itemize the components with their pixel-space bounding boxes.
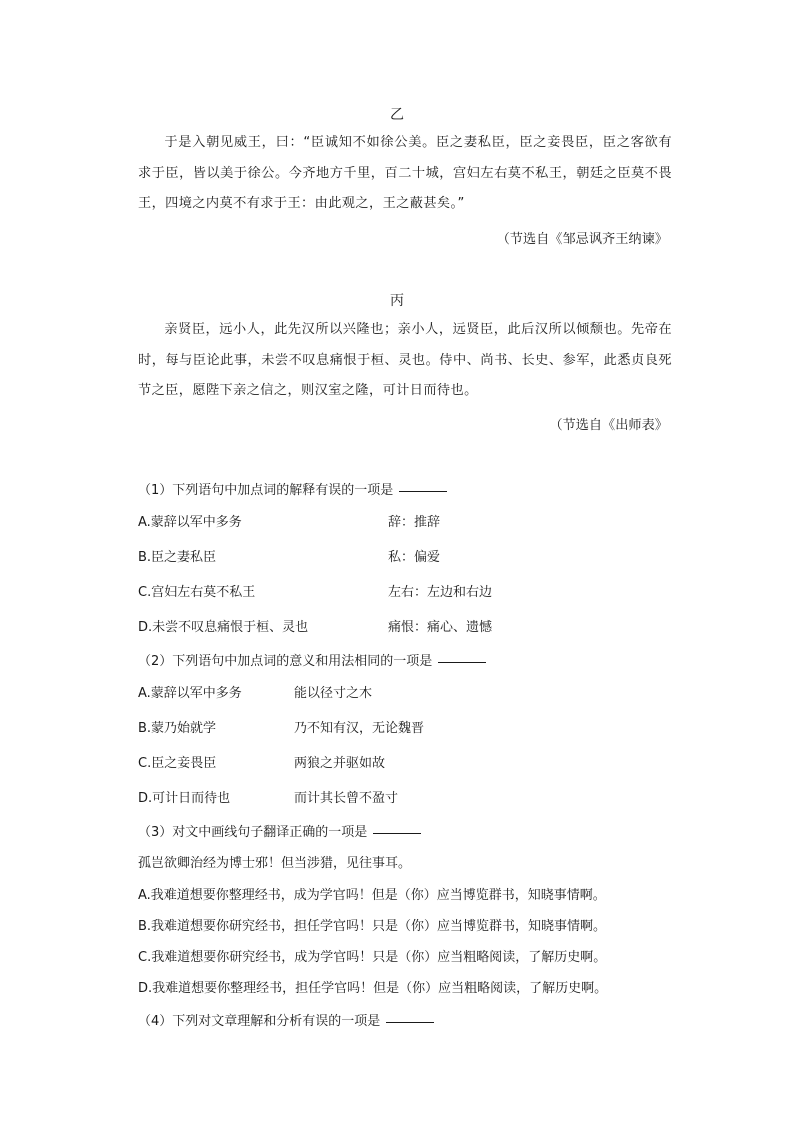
- q1-answer-blank[interactable]: [399, 490, 447, 492]
- q2-option-a-gloss: 能以径寸之木: [294, 686, 373, 701]
- q1-option-d: D.未尝不叹息痛恨于桓、灵也: [138, 620, 309, 635]
- q2-stem-text: （2）下列语句中加点词的意义和用法相同的一项是: [138, 654, 433, 669]
- q4-stem-text: （4）下列对文章理解和分析有误的一项是: [138, 1014, 381, 1029]
- q2-option-d: D.可计日而待也: [138, 791, 231, 806]
- passage-yi-source: （节选自《邹忌讽齐王纳谏》: [496, 232, 668, 247]
- q4-stem: [138, 1010, 434, 1029]
- q3-option-a: A.我难道想要你整理经书，成为学官吗！但是（你）应当博览群书，知晓事情啊。: [138, 888, 606, 903]
- q2-option-d-gloss: 而计其长曾不盈寸: [294, 791, 399, 806]
- q1-stem-text: （1）下列语句中加点词的解释有误的一项是: [138, 483, 394, 498]
- q3-option-c: C.我难道想要你研究经书，成为学官吗！只是（你）应当粗略阅读，了解历史啊。: [138, 950, 607, 965]
- q3-stem: [138, 821, 421, 840]
- q3-option-b: B.我难道想要你研究经书，担任学官吗！只是（你）应当博览群书，知晓事情啊。: [138, 919, 607, 934]
- passage-yi-heading: 乙: [390, 107, 404, 123]
- q2-stem: [138, 650, 486, 669]
- q1-option-c: C.宫妇左右莫不私王: [138, 585, 256, 600]
- q3-option-d: D.我难道想要你整理经书，担任学官吗！但是（你）应当粗略阅读，了解历史啊。: [138, 981, 608, 996]
- passage-bing-source: （节选自《出师表》: [549, 418, 668, 433]
- passage-yi-text: 于是入朝见威王，曰：“臣诚知不如徐公美。臣之妻私臣，臣之妾畏臣，臣之客欲有求于臣，皆以美于徐公。今齐地方千里，百二十城，宫妇左右莫不私王，朝廷之臣莫不畏王，四境之内莫不有求于王：由此观之，王之蔽甚矣。”: [138, 135, 672, 211]
- q1-option-b: B.臣之妻私臣: [138, 550, 217, 565]
- q2-option-c: C.臣之妾畏臣: [138, 756, 217, 771]
- q1-option-d-gloss: 痛恨：痛心、遗憾: [388, 620, 493, 635]
- q3-stem-text: （3）对文中画线句子翻译正确的一项是: [138, 825, 368, 840]
- q2-option-a: A.蒙辞以军中多务: [138, 686, 242, 701]
- q2-option-b: B.蒙乃始就学: [138, 721, 217, 736]
- passage-bing-heading: 丙: [390, 293, 404, 309]
- q1-option-a-gloss: 辞：推辞: [388, 515, 441, 530]
- q2-option-b-gloss: 乃不知有汉，无论魏晋: [294, 721, 425, 736]
- q1-option-a: A.蒙辞以军中多务: [138, 515, 242, 530]
- q3-sentence: 孤岂欲卿治经为博士邪！但当涉猎，见往事耳。: [138, 856, 412, 871]
- q1-stem: [138, 479, 447, 498]
- q2-option-c-gloss: 两狼之并驱如故: [294, 756, 386, 771]
- q1-option-c-gloss: 左右：左边和右边: [388, 585, 493, 600]
- q1-option-b-gloss: 私：偏爱: [388, 550, 441, 565]
- q4-answer-blank[interactable]: [386, 1021, 434, 1023]
- passage-bing-text: 亲贤臣，远小人，此先汉所以兴隆也；亲小人，远贤臣，此后汉所以倾颓也。先帝在时，每与臣论此事，未尝不叹息痛恨于桓、灵也。侍中、尚书、长史、参军，此悉贞良死节之臣，愿陛下亲之信之，则汉室之隆，可计日而待也。: [138, 322, 672, 398]
- q2-answer-blank[interactable]: [438, 661, 486, 663]
- q3-answer-blank[interactable]: [373, 832, 421, 834]
